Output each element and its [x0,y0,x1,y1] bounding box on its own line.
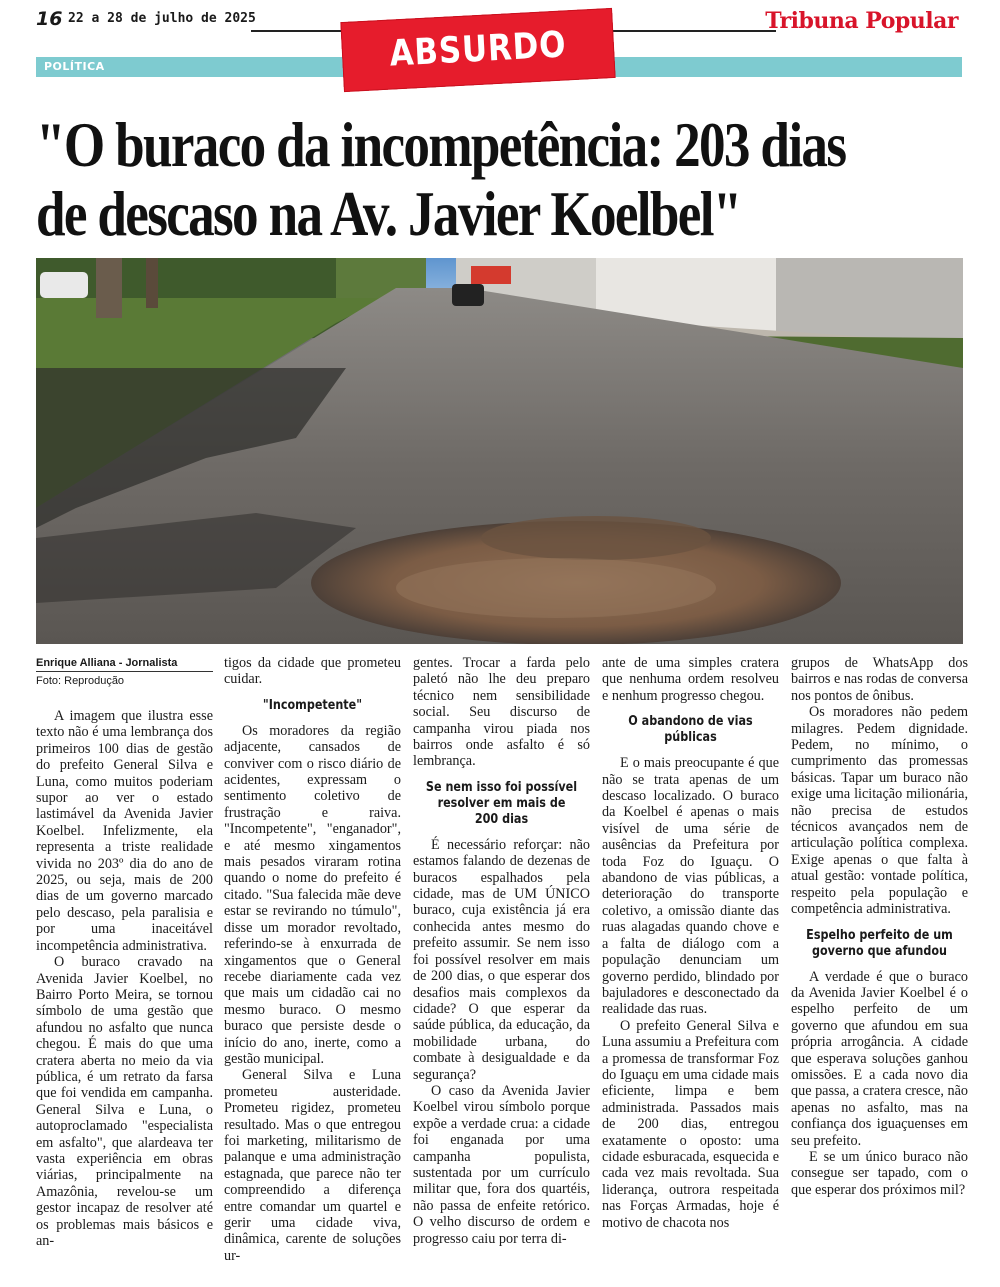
paragraph: Os moradores não pedem milagres. Pedem dignidade. Pedem, no mínimo, o cumprimento das promessas básicas. Tapar um buraco não exige uma licitação milionária, não precisa de estudos técnicos avançados nem de articulação política complexa. Exige apenas o que falta à atual gestão: vontade política, respeito pela população e competência administrativa. [791,704,968,918]
absurdo-stamp [340,8,615,92]
paragraph: O caso da Avenida Javier Koelbel virou símbolo porque expõe a verdade crua: a cidade foi enganada por uma campanha populista, sustentada por um currículo militar que, fora dos quartéis, não passa de enfeite retórico. O velho discurso de ordem e progresso caiu por terra di- [413,1082,590,1247]
subheading-200-dias: Se nem isso foi possível resolver em mais de 200 dias [425,779,578,827]
section-label: POLÍTICA [44,60,105,73]
paragraph: O prefeito General Silva e Luna assumiu a Prefeitura com a promessa de transformar Foz do Iguaçu em uma cidade mais eficiente, limpa e bem administrada. Passados mais de 200 dias, entregou exatamente o oposto: uma cidade esburacada, esquecida e cada vez mais revoltada. Sua liderança, outrora respeitada nas Forças Armadas, hoje é motivo de chacota nos [602,1017,779,1231]
pothole-street-image [36,258,963,644]
page-number: 16 [36,8,63,30]
byline [36,657,213,687]
masthead-logo: Tribuna Popular [765,8,958,34]
headline-line-2: de descaso na Av. Javier Koelbel" [36,178,741,249]
paragraph: E se um único buraco não consegue ser tapado, com o que esperar dos próximos mil? [791,1148,968,1198]
paragraph: gentes. Trocar a farda pelo paletó não lhe deu preparo técnico nem sensibilidade social. Seu discurso de campanha virou piada nos bairros onde asfalto é só lembrança. [413,655,590,770]
headline-line-1: "O buraco da incompetência: 203 dias [36,109,846,180]
paragraph: A imagem que ilustra esse texto não é uma lembrança dos primeiros 100 dias de gestão do prefeito General Silva e Luna, como muitos poderiam supor ao ver o estado lastimável da Avenida Javier Koelbel. Infelizmente, ela representa a triste realidade vivida no 203º dia do ano de 2025, ou seja, mais de 200 dias de um governo marcado pelo descaso, pela paralisia e por uma inaceitável incompetência administrativa. [36,708,213,954]
issue-date: 22 a 28 de julho de 2025 [68,11,256,26]
headline [36,109,846,249]
paragraph: ante de uma simples cratera que nenhuma ordem resolveu e nenhum progresso chegou. [602,655,779,704]
subheading-incompetente: "Incompetente" [262,697,363,713]
photo-credit: Foto: Reprodução [36,675,125,687]
article-column-2 [224,655,401,1287]
article-column-1 [36,708,213,1287]
paragraph: A verdade é que o buraco da Avenida Javier Koelbel é o espelho perfeito de um governo que afundou em sua própria arrogância. A cidade que esperava soluções ganhou omissões. E a cada novo dia que passa, a cratera cresce, não apenas no asfalto, mas na confiança dos iguaçuenses em seu prefeito. [791,968,968,1149]
article-column-4 [602,655,779,1287]
paragraph: É necessário reforçar: não estamos falando de dezenas de buracos espalhados pela cidade, mas de UM ÚNICO buraco, cuja existência já era conhecida antes mesmo do prefeito assumir. Se nem isso foi possível resolver em mais de 200 dias, o que esperar dos desafios mais complexos da cidade? O que esperar da saúde pública, da educação, da mobilidade urbana, do combate à desigualdade e da segurança? [413,836,590,1083]
subheading-espelho: Espelho perfeito de um governo que afundou [806,927,953,959]
article-column-3 [413,655,590,1287]
road-photo [36,258,963,644]
paragraph: General Silva e Luna prometeu austeridade. Prometeu rigidez, prometeu resultado. Mas o que entregou foi marketing, militarismo de palanque e uma administração estagnada, que parece não ter compreendido a diferença entre comandar um quartel e gerir uma cidade viva, dinâmica, carente de soluções ur- [224,1067,401,1264]
paragraph: tigos da cidade que prometeu cuidar. [224,655,401,688]
subheading-abandono: O abandono de vias públicas [628,714,753,746]
paragraph: grupos de WhatsApp dos bairros e nas rodas de conversa nos pontos de ônibus. [791,655,968,704]
article-column-5 [791,655,968,1287]
paragraph: E o mais preocupante é que não se trata apenas de um descaso localizado. O buraco da Koelbel é apenas o mais visível de uma série de ausências da Prefeitura por toda Foz do Iguaçu. O abandono de vias públicas, a deterioração do transporte coletivo, a omissão diante das ruas alagadas quando chove e a falta de diálogo com a população denunciam um governo perdido, blindado por bajuladores e desconectado da realidade das ruas. [602,755,779,1018]
author-name: Enrique Alliana - Jornalista [36,657,213,672]
stamp-text: ABSURDO [388,24,568,75]
paragraph: O buraco cravado na Avenida Javier Koelbel, no Bairro Porto Meira, se tornou símbolo de uma gestão que afundou no asfalto que nunca chegou. É mais do que uma cratera aberta no meio da via pública, é um retrato da farsa que foi vendida em campanha. General Silva e Luna, o autoproclamado "especialista em asfalto", que alardeava ter vasta experiência em obras viárias, principalmente na Amazônia, revelou-se um gestor incapaz de resolver até os problemas mais básicos e an- [36,954,213,1249]
paragraph: Os moradores da região adjacente, cansados de conviver com o risco diário de acidentes, expressam o sentimento coletivo de frustração e raiva. "Incompetente", "enganador", e até mesmo xingamentos mais pesados viraram rotina quando o nome do prefeito é citado. "Sua falecida mãe deve estar se revirando no túmulo", disse um morador revoltado, referindo-se à enxurrada de xingamentos que o General recebe diariamente cada vez que mais um cidadão cai no mesmo buraco. O mesmo buraco que persiste desde o início do ano, inerte, como a gestão municipal. [224,722,401,1067]
